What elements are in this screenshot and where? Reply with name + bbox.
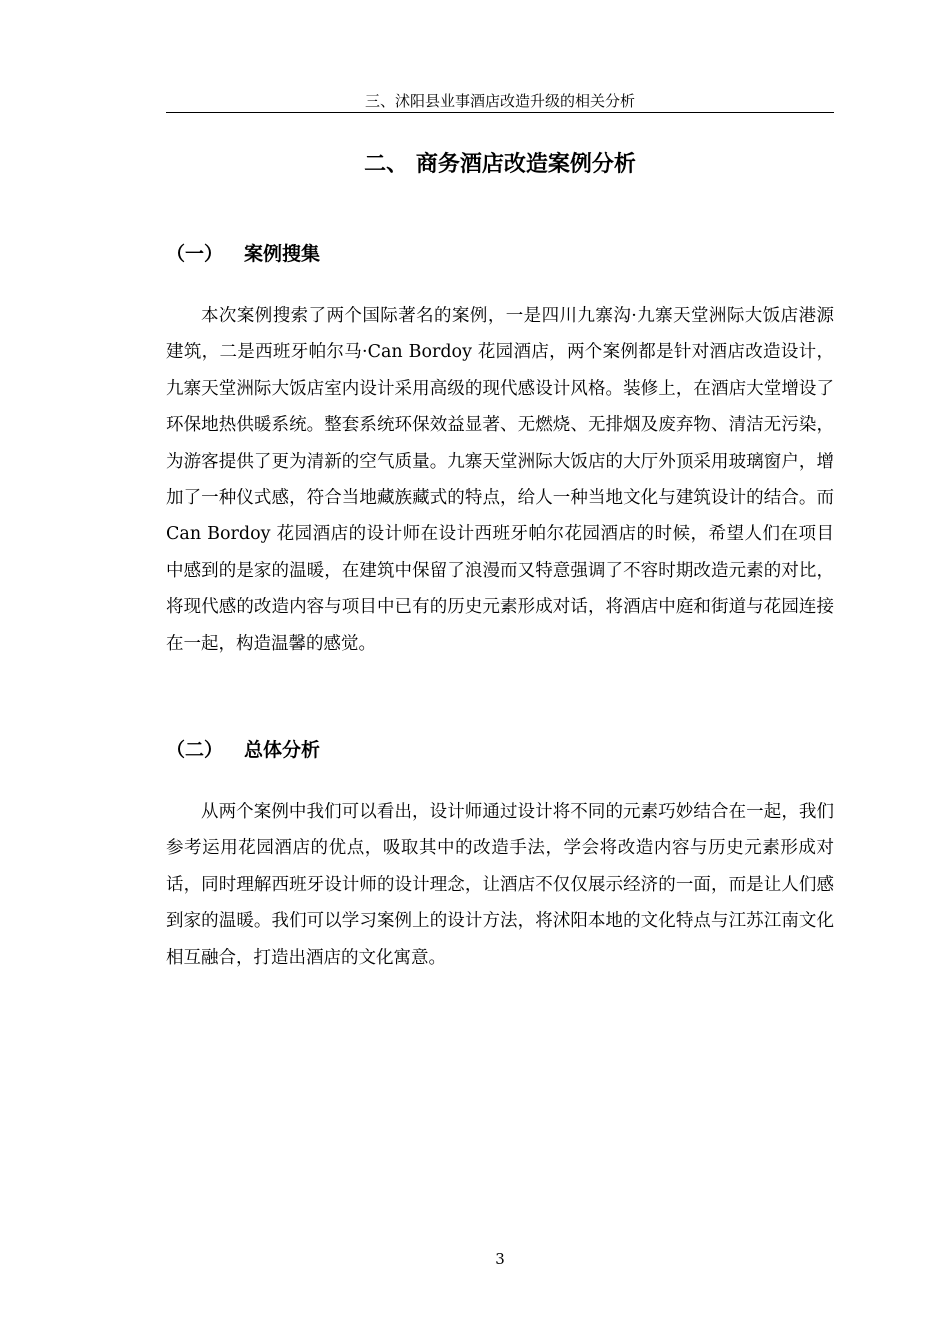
chapter-title: 二、 商务酒店改造案例分析 (364, 152, 636, 177)
body-paragraph-1: 本次案例搜索了两个国际著名的案例，一是四川九寨沟·九寨天堂洲际大饭店港源建筑，二是西班牙帕尔马·Can Bordoy 花园酒店，两个案例都是针对酒店改造设计，九寨天堂洲际大饭店室内设计采用高级的现代感设计风格。装修上，在酒店大堂增设了环保地热供暖系统。整套系统环保效益显著、无燃烧、无排烟及废弃物、清洁无污染，为游客提供了更为清新的空气质量。九寨天堂洲际大饭店的大厅外顶采用玻璃窗户，增加了一种仪式感，符合当地藏族藏式的特点，给人一种当地文化与建筑设计的结合。而 Can Bordoy 花园酒店的设计师在设计西班牙帕尔花园酒店的时候，希望人们在项目中感到的是家的温暖，在建筑中保留了浪漫而又特意强调了不容时期改造元素的对比，将现代感的改造内容与项目中已有的历史元素形成对话，将酒店中庭和街道与花园连接在一起，构造温馨的感觉。 (166, 306, 834, 654)
page-number: 3 (495, 1250, 505, 1268)
section-number: （二） (166, 739, 224, 761)
section-title-text: 总体分析 (244, 739, 321, 761)
header-rule (166, 112, 834, 113)
section-title-text: 案例搜集 (244, 243, 321, 265)
running-header: 三、沭阳县业事酒店改造升级的相关分析 (364, 92, 635, 110)
section-heading-2 (166, 735, 834, 765)
section-heading-1 (166, 239, 834, 269)
body-paragraph-2: 从两个案例中我们可以看出，设计师通过设计将不同的元素巧妙结合在一起，我们参考运用花园酒店的优点，吸取其中的改造手法，学会将改造内容与历史元素形成对话，同时理解西班牙设计师的设计理念，让酒店不仅仅展示经济的一面，而是让人们感到家的温暖。我们可以学习案例上的设计方法，将沭阳本地的文化特点与江苏江南文化相互融合，打造出酒店的文化寓意。 (166, 802, 834, 968)
section-number: （一） (166, 243, 224, 265)
